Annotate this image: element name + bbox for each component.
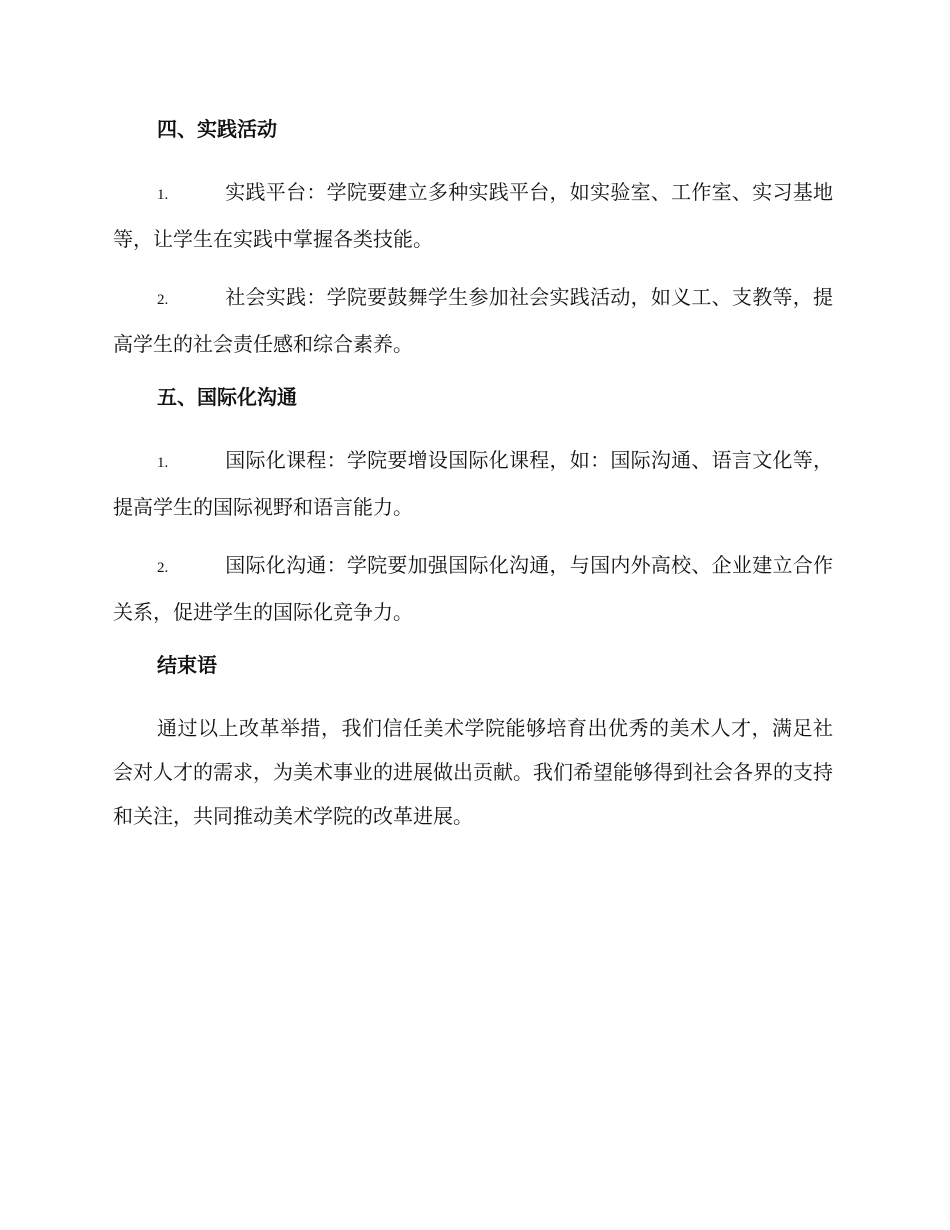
section-heading-international: 五、国际化沟通: [157, 385, 297, 409]
list-item-text: 实践平台：学院要建立多种实践平台，如实验室、工作室、实习基地等，让学生在实践中掌握各类技能。: [113, 180, 833, 251]
list-item-text: 国际化课程：学院要增设国际化课程，如：国际沟通、语言文化等，提高学生的国际视野和语言能力。: [113, 448, 833, 519]
list-item-number: 2.: [157, 292, 169, 308]
list-item-number: 2.: [157, 560, 169, 576]
list-item-text: 国际化沟通：学院要加强国际化沟通，与国内外高校、企业建立合作关系，促进学生的国际化竞争力。: [113, 553, 833, 624]
conclusion-heading: 结束语: [157, 653, 217, 677]
section-heading-practice: 四、实践活动: [157, 117, 277, 141]
conclusion-paragraph: 通过以上改革举措，我们信任美术学院能够培育出优秀的美术人才，满足社会对人才的需求，为美术事业的进展做出贡献。我们希望能够得到社会各界的支持和关注，共同推动美术学院的改革进展。: [113, 716, 833, 828]
list-item: [113, 275, 833, 366]
list-item: [113, 543, 833, 634]
list-item-number: 1.: [157, 187, 169, 203]
list-item: [113, 170, 833, 261]
document-content: [113, 112, 833, 838]
list-item: [113, 438, 833, 529]
list-item-text: 社会实践：学院要鼓舞学生参加社会实践活动，如义工、支教等，提高学生的社会责任感和综合素养。: [113, 285, 833, 356]
list-item-number: 1.: [157, 455, 169, 471]
